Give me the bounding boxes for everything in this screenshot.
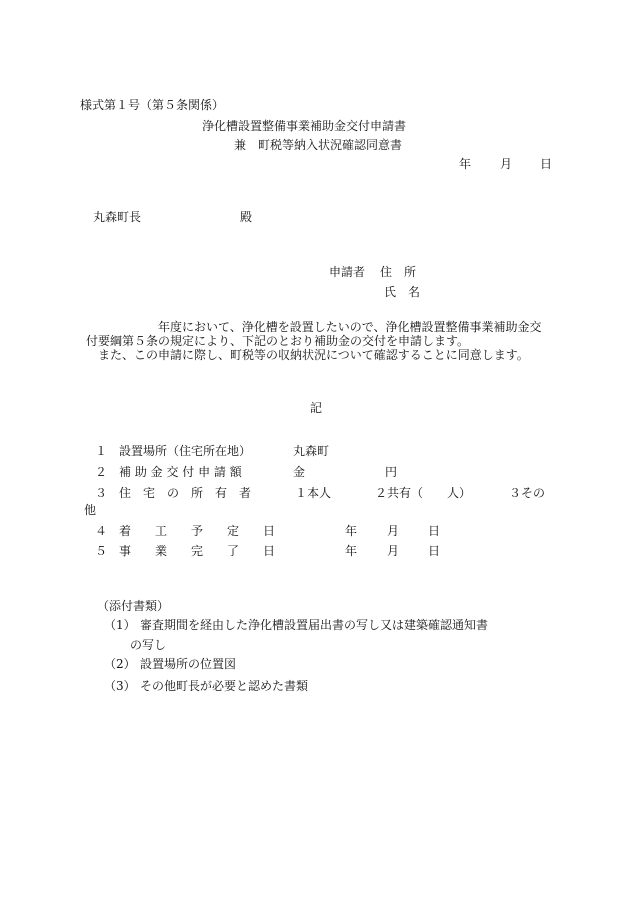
item-value: 丸森町 <box>293 444 330 458</box>
consent-paragraph: また、この申請に際し、町税等の収納状況について確認することに同意します。 <box>86 348 529 362</box>
attachment-text-continued: の写し <box>130 638 167 652</box>
attachment-number: （3） <box>104 679 136 693</box>
item-label: 事 業 完 了 日 <box>119 544 276 558</box>
document-subtitle: 兼 町税等納入状況確認同意書 <box>234 138 403 152</box>
application-paragraph: 年度において、浄化槽を設置したいので、浄化槽設置整備事業補助金交付要綱第５条の規定により、下記のとおり補助金の交付を申請します。 <box>86 320 542 348</box>
start-month-label: 月 <box>387 524 400 538</box>
amount-unit: 円 <box>385 465 398 479</box>
applicant-address-label: 住 所 <box>380 265 417 279</box>
item-label: 着 工 予 定 日 <box>119 524 276 538</box>
item-number: ２ <box>95 465 108 479</box>
document-title: 浄化槽設置整備事業補助金交付申請書 <box>202 119 407 133</box>
attachment-text: その他町長が必要と認めた書類 <box>140 679 309 693</box>
owner-option-joint: ２共有（ 人） <box>375 486 472 500</box>
date-month-label: 月 <box>500 157 513 171</box>
completion-year-label: 年 <box>345 544 358 558</box>
item-number: ４ <box>95 524 108 538</box>
start-day-label: 日 <box>428 524 441 538</box>
owner-option-self: １本人 <box>295 486 332 500</box>
item-label: 設置場所（住宅所在地） <box>119 444 252 458</box>
completion-month-label: 月 <box>387 544 400 558</box>
date-day-label: 日 <box>540 157 553 171</box>
start-year-label: 年 <box>345 524 358 538</box>
amount-prefix: 金 <box>293 465 306 479</box>
addressee-honorific: 殿 <box>240 210 253 224</box>
owner-option-other: ３その <box>509 486 546 500</box>
attachments-heading: （添付書類） <box>97 599 170 613</box>
attachment-number: （2） <box>104 657 136 671</box>
form-number: 様式第１号（第５条関係） <box>80 98 225 112</box>
item-label: 住 宅 の 所 有 者 <box>119 486 252 500</box>
item-number: ３ <box>95 486 108 500</box>
date-year-label: 年 <box>459 157 472 171</box>
applicant-label: 申請者 <box>329 265 366 279</box>
item-number: ５ <box>95 544 108 558</box>
owner-option-other-wrap: 他 <box>84 503 97 517</box>
attachment-number: （1） <box>104 618 136 632</box>
attachment-text: 設置場所の位置図 <box>140 657 237 671</box>
item-label: 補 助 金 交 付 申 請 額 <box>119 465 242 479</box>
completion-day-label: 日 <box>428 544 441 558</box>
applicant-name-label: 氏 名 <box>384 285 421 299</box>
addressee-name: 丸森町長 <box>93 210 142 224</box>
item-number: １ <box>95 444 108 458</box>
ki-heading: 記 <box>310 401 323 415</box>
attachment-text: 審査期間を経由した浄化槽設置届出書の写し又は建築確認通知書 <box>140 618 489 632</box>
